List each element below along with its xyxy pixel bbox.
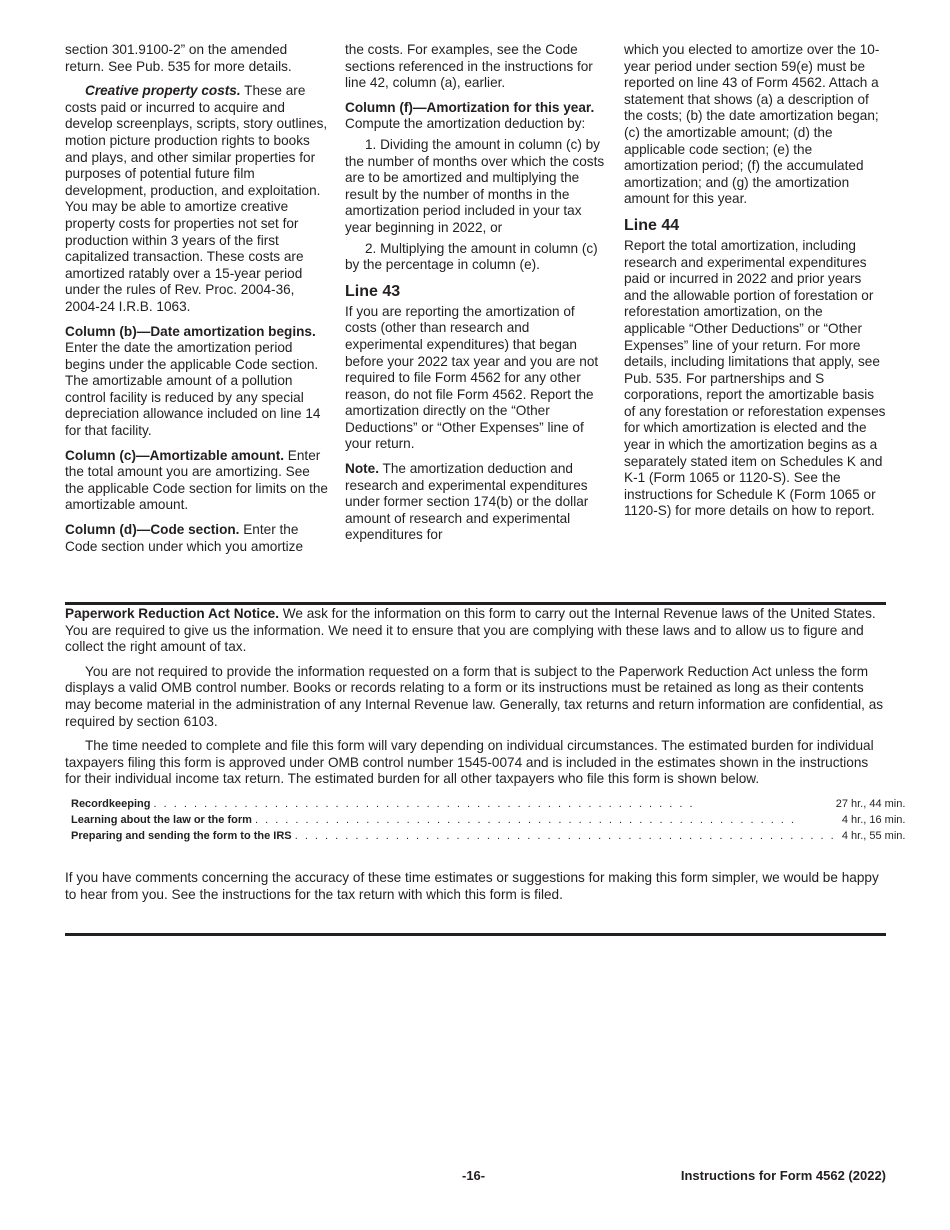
column-f-heading: Column (f)—Amortization for this year.: [345, 99, 595, 115]
paragraph-code-sections: the costs. For examples, see the Code sections referenced in the instructions for line 42, column (a), earlier.: [345, 42, 593, 91]
paragraph-amended-return: section 301.9100-2” on the amended return. See Pub. 535 for more details.: [65, 42, 292, 74]
form-title: Instructions for Form 4562 (2022): [680, 1168, 886, 1183]
table-row: [71, 796, 905, 812]
comments-paragraph: If you have comments concerning the accuracy of these time estimates or suggestions for making this form simpler, we would be happy to hear from you. See the instructions for the tax return with which this form is filed.: [65, 869, 879, 902]
paragraph-column-b: Column (b)—Date amortization begins. Enter the date the amortization period begins under the applicable Code section. The amortizable amount of a pollution control facility is reduced by any special depreciation allowance included on line 14 for that facility.: [65, 323, 321, 439]
table-row: [71, 828, 905, 844]
list-item-dividing: 1. Dividing the amount in column (c) by the number of months over which the costs are to be amortized and multiplying the result by the number of months in the amortization period included in your tax year beginning in 2022, or: [345, 136, 605, 235]
burden-value: 4 hr., 55 min.: [841, 829, 906, 842]
paperwork-paragraph-1: Paperwork Reduction Act Notice. We ask for the information on this form to carry out the Internal Revenue laws of the United States. You are required to give us the information. We need it to ensure that you are complying with these laws and to allow us to figure and collect the right amount of tax.: [65, 606, 876, 655]
burden-estimate-table: [71, 796, 905, 844]
text-column-3: [624, 42, 887, 528]
line-44-heading: Line 44: [624, 216, 680, 234]
paragraph-line-43: If you are reporting the amortization of costs (other than research and experimental expenditures) that began before your 2022 tax year and you are not required to file Form 4562 for any other reason, do not file Form 4562. Report the amortization directly on the “Other Deductions” or “Other Expenses” line of your return.: [345, 303, 599, 452]
column-b-heading: Column (b)—Date amortization begins.: [65, 323, 316, 339]
paragraph-creative-property: Creative property costs. These are costs paid or incurred to acquire and develop screenplays, scripts, story outlines, motion picture production rights to books and plays, and other similar properties for purposes of potential future film development, production, and exploitation. You may be able to amortize creative property costs for properties not set for production within 3 years of the first capitalized transaction. These costs are amortized ratably over a 15-year period under the rules of Rev. Proc. 2004-36, 2004-24 I.R.B. 1063.: [65, 83, 328, 314]
paragraph-column-c: Column (c)—Amortizable amount. Enter the total amount you are amortizing. See the applicable Code section for limits on the amortizable amount.: [65, 447, 328, 513]
text-column-2: [345, 42, 608, 552]
paperwork-reduction-notice: [65, 606, 906, 911]
column-c-heading: Column (c)—Amortizable amount.: [65, 447, 285, 463]
page-number: -16-: [462, 1168, 486, 1183]
line-43-heading: Line 43: [345, 282, 401, 300]
page-footer: [65, 1168, 886, 1186]
paperwork-paragraph-2: You are not required to provide the information requested on a form that is subject to the Paperwork Reduction Act unless the form displays a valid OMB control number. Books or records relating to a form or its instructions must be retained as long as their contents may become material in the administration of any Internal Revenue law. Generally, tax returns and return information are confidential, as required by section 6103.: [65, 663, 884, 729]
section-divider-top: [65, 602, 886, 605]
burden-label: Recordkeeping . . . . . . . . . . . . . . . . . . . . . . . . . . . . . . . . . . . . . . . . . . . . . . . . . . . . . .: [71, 797, 695, 810]
list-item-multiplying: 2. Multiplying the amount in column (c) by the percentage in column (e).: [345, 240, 598, 273]
paragraph-column-f: Column (f)—Amortization for this year. Compute the amortization deduction by:: [345, 99, 595, 132]
section-divider-bottom: [65, 933, 886, 936]
creative-property-heading: Creative property costs.: [85, 83, 241, 99]
paragraph-line-44: Report the total amortization, including research and experimental expenditures paid or incurred in 2022 and prior years and the allowable portion of forestation or reforestation amortization, on the applicable “Other Deductions” or “Other Expenses” line of your return. For more details, including limitations that apply, see Pub. 535. For partnerships and S corporations, report the amortizable basis of any forestation or reforestation expenses for which amortization is elected and the year in which the amortization begins as a separately stated item on Schedules K and K-1 (Form 1065 or 1120-S). See the instructions for Schedule K (Form 1065 or 1120-S) for more details on how to report.: [624, 237, 886, 519]
note-heading: Note.: [345, 461, 379, 477]
table-row: [71, 812, 905, 828]
paperwork-heading: Paperwork Reduction Act Notice.: [65, 606, 280, 621]
burden-value: 4 hr., 16 min.: [841, 813, 906, 826]
paragraph-note: Note. The amortization deduction and research and experimental expenditures under former section 174(b) or the dollar amount of research and experimental expenditures for: [345, 461, 589, 543]
paperwork-paragraph-3: The time needed to complete and file this form will vary depending on individual circumstances. The estimated burden for individual taxpayers filing this form is approved under OMB control number 1545-0074 and is included in the estimates shown in the instructions for their individual income tax return. The estimated burden for all other taxpayers who file this form is shown below.: [65, 738, 874, 787]
paragraph-column-d: Column (d)—Code section. Enter the Code section under which you amortize: [65, 522, 304, 554]
burden-label: Learning about the law or the form . . . . . . . . . . . . . . . . . . . . . . . . . . . . . . . . . . . . . . . . . . . . . . . . . . . . . .: [71, 813, 796, 826]
burden-label: Preparing and sending the form to the IRS . . . . . . . . . . . . . . . . . . . . . . . . . . . . . . . . . . . . . . . . . . . . . . . . . . . . . .: [71, 829, 836, 842]
column-d-heading: Column (d)—Code section.: [65, 522, 240, 538]
paragraph-ten-year-period: which you elected to amortize over the 10-year period under section 59(e) must be reported on line 43 of Form 4562. Attach a statement that shows (a) a description of the costs; (b) the date amortization began; (c) the amortizable amount; (d) the applicable code section; (e) the amortization period; (f) the accumulated amortization; and (g) the amortization amount for this year.: [624, 42, 880, 207]
burden-value: 27 hr., 44 min.: [835, 797, 906, 810]
text-column-1: [65, 42, 328, 563]
